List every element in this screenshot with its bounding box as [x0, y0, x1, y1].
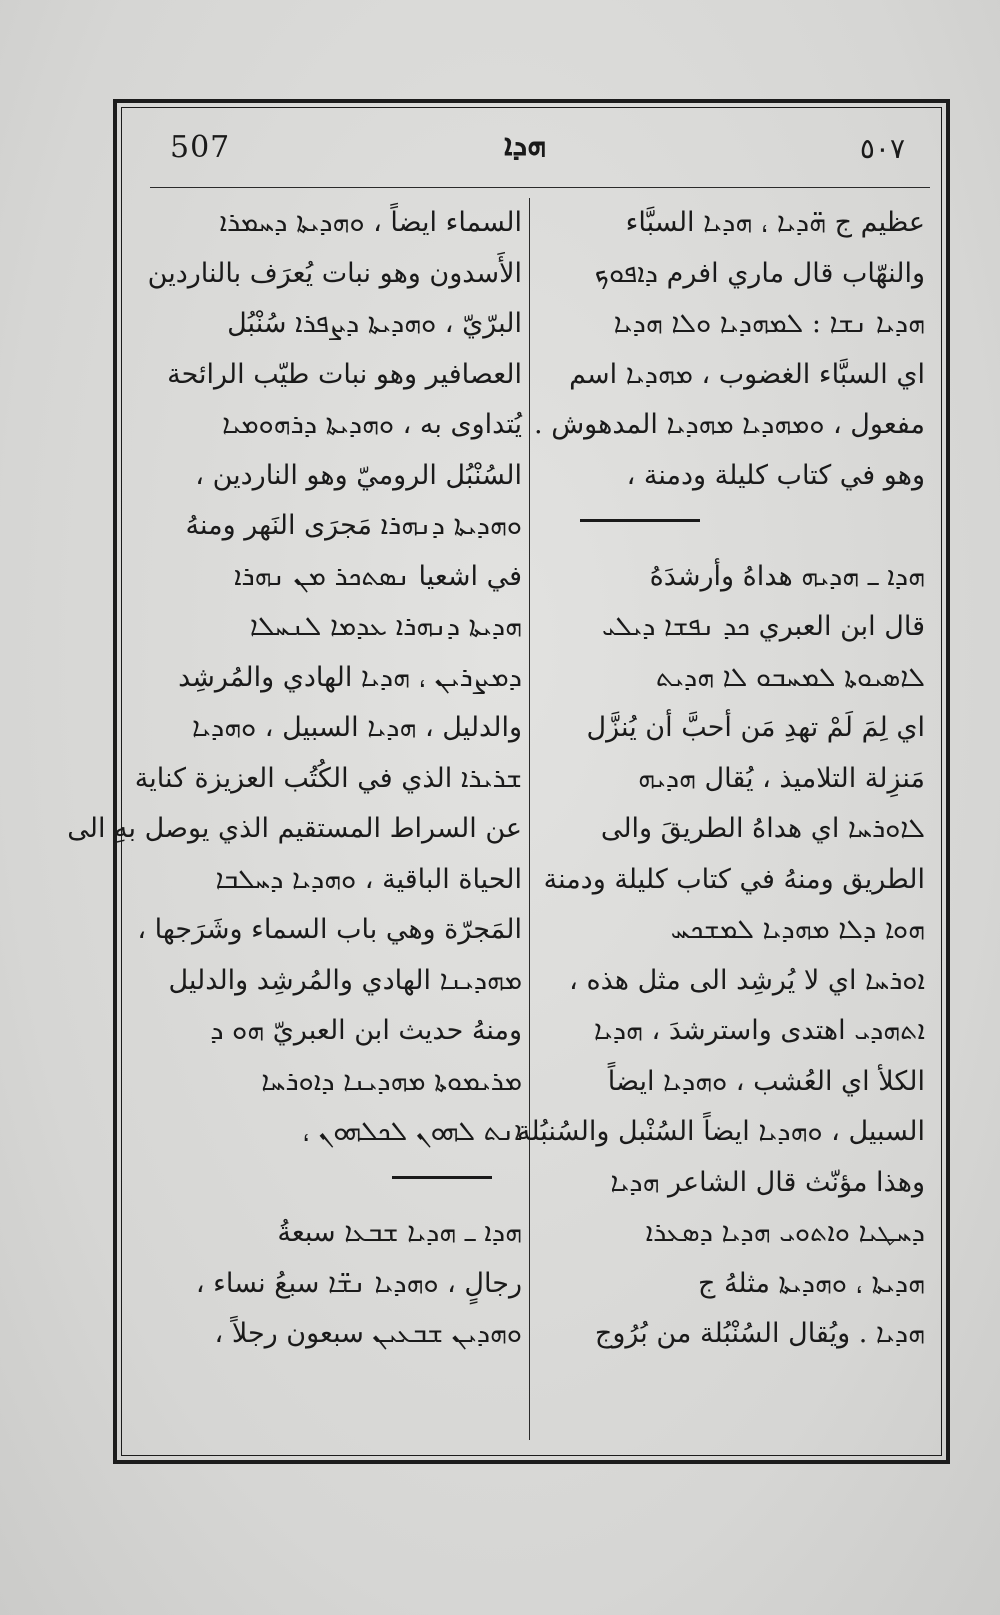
text-line: في اشعيا ܢܣܬܟܪ ܡܢ ܢܗܪܐ — [233, 560, 522, 592]
text-line: البرّيّ ، ܘܗܕܝܬܐ ܕܨܦܪܐ سُنْبُل — [227, 308, 522, 339]
text-line: السبيل ، ܘܗܕܝܐ ايضاً السُنْبل والسُنبُلة — [516, 1116, 925, 1147]
text-line: اي لِمَ لَمْ تهدِ مَن أحبَّ أن يُنزَّل — [586, 712, 925, 743]
left-column — [67, 198, 522, 1440]
text-line: ܠܐܘܪܚܐ اي هداهُ الطريقَ والى — [600, 813, 925, 844]
page-number-arabic: ٥٠٧ — [859, 132, 905, 165]
text-line: وهو في كتاب كليلة ودمنة ، — [626, 459, 925, 491]
text-line: ܗܕܝܬܐ ، ܘܗܕܝܬܐ مثلهُ ج — [697, 1267, 925, 1299]
text-line: عن السراط المستقيم الذي يوصل بهِ الى — [67, 813, 522, 844]
header-rule — [150, 187, 930, 188]
text-line: ومنهُ حديث ابن العبريّ ܗܘ ܕ — [210, 1015, 522, 1046]
entry-separator — [540, 501, 925, 552]
text-line: اي السبَّاء الغضوب ، ܡܗܕܝܐ اسم — [569, 358, 925, 390]
text-line: ܫܪܝܪܐ الذي في الكُتُب العزيزة كناية — [134, 762, 522, 794]
text-line: السُنْبُل الروميّ وهو الناردين ، — [195, 459, 522, 491]
text-line: الطريق ومنهُ في كتاب كليلة ودمنة — [543, 863, 925, 895]
text-line: الحياة الباقية ، ܘܗܕܝܐ ܕܚܠܒܐ — [215, 863, 522, 895]
text-line: والنهّاب قال ماري افرم ܕܐܦܘܟ — [594, 257, 925, 289]
text-line: ܘܗܕܝܬܐ ܕܢܗܪܐ مَجرَى النَهر ومنهُ — [185, 510, 522, 541]
text-line: والدليل ، ܗܕܝܐ السبيل ، ܘܗܕܝܐ — [192, 712, 522, 743]
text-line: السماء ايضاً ، ܘܗܕܝܬܐ ܕܚܡܪܐ — [219, 207, 522, 238]
text-line: العصافير وهو نبات طيّب الرائحة — [167, 358, 522, 390]
entry-separator — [140, 1158, 522, 1209]
entry-heading: ܗܕܐ ـ ܗܕܝܗ هداهُ وأرشدَهُ — [649, 560, 925, 592]
running-head: ܗܕܐ — [503, 128, 547, 163]
text-line: الأَسدون وهو نبات يُعرَف بالناردين — [147, 257, 522, 289]
text-line: وهذا مؤنّث قال الشاعر ܗܕܝܐ — [610, 1166, 925, 1198]
text-line: ܐܘܪܚܐ اي لا يُرشِد الى مثل هذه ، — [569, 964, 925, 996]
text-line: ܕܚܛܝܐ ܘܐܬܘܝ ܗܕܝܐ ܕܣܥܪܐ — [645, 1217, 925, 1248]
text-line: قال ابن العبري ܟܕ ܢܦܫܐ ܕܝܠܝ — [601, 611, 925, 642]
text-line: ܗܘܐ ܕܠܐ ܡܗܕܝܐ ܠܡܫܟܚ — [670, 914, 925, 945]
text-line: يُتداوى به ، ܘܗܕܝܬܐ ܕܪܗܘܡܝܐ — [222, 409, 522, 440]
text-line: ܠܐܣܝܘܬܐ ܠܡܚܒܘ ܠܐ ܗܕܝܬ — [655, 661, 925, 693]
text-line: ܡܗܕܝܢܐ الهادي والمُرشِد والدليل — [168, 964, 522, 996]
entry-heading: ܗܕܐ ـ ܗܕܝܐ ܫܒܥܐ سبعةُ — [277, 1217, 522, 1248]
text-line: عظيم ج ܗ̈ܕܝܐ ، ܗܕܝܐ السبَّاء — [625, 207, 925, 238]
text-line: ܗܕܝܐ . ويُقال السُنْبُلة من بُرُوج — [594, 1318, 925, 1349]
right-column — [516, 198, 925, 1440]
column-divider — [529, 198, 530, 1440]
text-line: ܗܕܝܐ ܢܫܐ : ܠܡܗܕܝܐ ܘܠܐ ܗܕܝܐ — [613, 308, 925, 339]
text-line: ܐܢܬ ܠܗܘܢ ܠܟܠܗܘܢ ، — [302, 1116, 522, 1147]
text-line: المَجرّة وهي باب السماء وشَرَجها ، — [137, 914, 522, 945]
text-line: ܘܗܕܝܢ ܫܒܥܝܢ سبعون رجلاً ، — [214, 1318, 522, 1349]
text-line: ܗܕܝܬܐ ܕܢܗܪܐ ܥܕܡܐ ܠܢܚܠܐ — [249, 611, 522, 642]
page-number-latin: 507 — [170, 130, 231, 165]
text-line: ܐܬܗܕܝ اهتدى واسترشدَ ، ܗܕܝܐ — [593, 1015, 925, 1046]
text-line: ܡܪܝܡܘܬܐ ܡܗܕܝܢܐ ܕܐܘܪܚܐ — [261, 1065, 522, 1097]
text-line: مَنزِلة التلاميذ ، يُقال ܗܕܝܗ — [638, 762, 925, 794]
text-line: مفعول ، ܘܡܗܕܝܐ ܡܗܕܝܐ المدهوش . — [534, 409, 925, 440]
text-line: رجالٍ ، ܘܗܕܝܐ ܢܫ̈ܐ سبعُ نساء ، — [195, 1267, 522, 1299]
text-line: الكلأ اي العُشب ، ܘܗܕܝܐ ايضاً — [607, 1065, 925, 1097]
text-line: ܕܡܨܪܝܢ ، ܗܕܝܐ الهادي والمُرشِد — [178, 661, 522, 693]
